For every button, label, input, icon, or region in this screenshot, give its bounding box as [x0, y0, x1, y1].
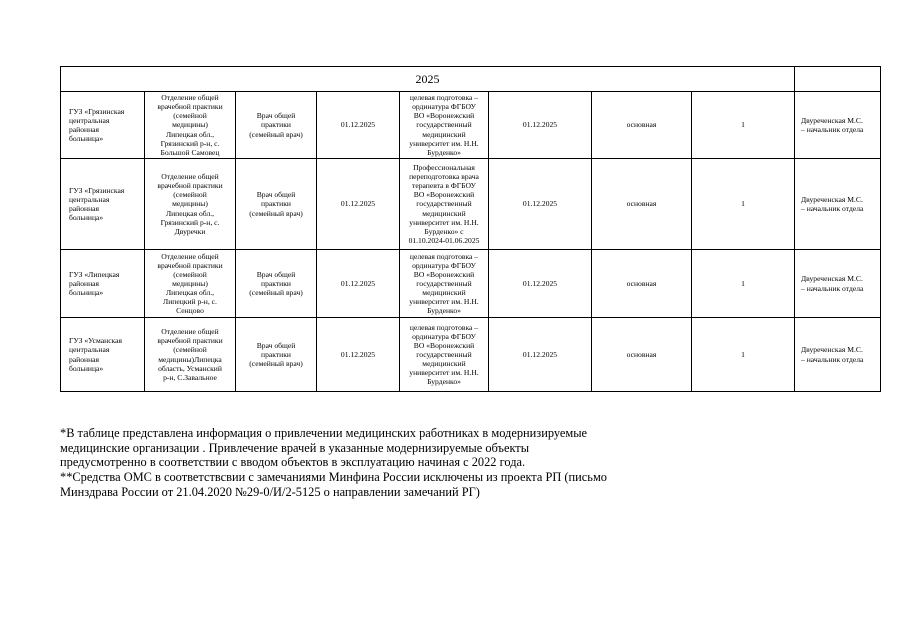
training-cell-line: Профессиональная [413, 163, 475, 173]
responsible-cell-line: Двуреченская М.С. [801, 115, 863, 125]
position-cell-line: Врач общей [256, 269, 296, 279]
table-row [61, 92, 881, 159]
department-cell-line: Отделение общей [161, 93, 219, 103]
department-cell-line: (семейной [173, 111, 207, 121]
organization-cell-line: ГУЗ «Грязинская [69, 106, 125, 116]
organization-cell [61, 250, 145, 318]
organization-cell-line: центральная [69, 115, 110, 125]
training-cell-line: целевая подготовка – [409, 93, 479, 103]
footnote-2-line: **Средства ОМС в соответствсвии с замечаниями Минфина России исключены из проекта РП (письмо [60, 470, 607, 484]
position-cell-line: (семейный врач) [249, 359, 303, 369]
department-cell-line: Липецкая обл., [165, 288, 215, 298]
responsible-cell-line: Двуреченская М.С. [801, 345, 863, 355]
responsible-cell-line: – начальник отдела [801, 125, 864, 134]
position-cell-line: (семейный врач) [249, 129, 303, 139]
training-cell-line: целевая подготовка – [409, 322, 479, 332]
organization-cell-line: больница» [69, 134, 104, 144]
department-cell-line: Отделение общей [161, 172, 219, 182]
position-cell-line: Врач общей [256, 111, 296, 121]
position-cell [236, 92, 317, 159]
table-row [61, 159, 881, 250]
training-cell [400, 250, 489, 318]
department-cell-line: Липецкий р-н, с. [163, 297, 217, 307]
training-cell-line: Бурденко» [427, 306, 461, 316]
training-cell-line: Бурденко» с [424, 226, 464, 236]
department-cell-line: врачебной практики [157, 102, 223, 112]
department-cell [145, 250, 236, 318]
hire-date-cell: 01.12.2025 [489, 250, 592, 318]
training-cell-line: ВО «Воронежский [413, 269, 475, 279]
table-row [61, 318, 881, 392]
position-cell-line: практики [261, 199, 291, 209]
position-cell-line: практики [261, 349, 291, 359]
organization-cell-line: ГУЗ «Грязинская [69, 185, 125, 195]
training-cell-line: государственный [416, 199, 472, 209]
organization-cell [61, 318, 145, 392]
footnote-1 [60, 426, 587, 470]
department-cell-line: Двуречки [174, 226, 206, 236]
department-cell-line: Отделение общей [161, 251, 219, 261]
training-cell-line: университет им. Н.Н. [409, 138, 479, 148]
responsible-cell-line: – начальник отдела [801, 204, 864, 213]
organization-cell-line: районная [69, 278, 100, 288]
responsible-cell-line: – начальник отдела [801, 283, 864, 293]
year-cell: 2025 [61, 67, 795, 92]
footnote-2 [60, 470, 607, 499]
training-cell-line: переподготовка врача [409, 172, 479, 182]
training-cell-line: 01.10.2024-01.06.2025 [408, 235, 480, 245]
organization-cell-line: районная [69, 125, 100, 134]
training-cell-line: ВО «Воронежский [413, 111, 475, 121]
organization-cell-line: районная [69, 204, 100, 213]
training-cell-line: ВО «Воронежский [413, 190, 475, 200]
organization-cell [61, 92, 145, 159]
count-cell: 1 [692, 250, 795, 318]
position-cell-line: практики [261, 120, 291, 130]
department-cell-line: (семейной [173, 269, 207, 279]
table-body [61, 67, 881, 392]
responsible-cell [795, 318, 881, 392]
hire-date-cell: 01.12.2025 [489, 159, 592, 250]
training-cell-line: ординатура ФГБОУ [412, 260, 476, 270]
empty-cell [795, 67, 881, 92]
department-cell-line: Грязинский р-н, с. [160, 138, 220, 148]
training-cell-line: медицинский [422, 359, 466, 369]
hire-date-cell: 01.12.2025 [489, 92, 592, 159]
footnote-1-line: медицинские организации . Привлечение врачей в указанные модернизируемые объекты [60, 440, 530, 455]
department-cell-line: (семейной [173, 345, 207, 355]
department-cell-line: врачебной практики [157, 260, 223, 270]
training-cell-line: терапевта в ФГБОУ [412, 181, 476, 191]
department-cell-line: (семейной [173, 190, 207, 200]
organization-cell-line: больница» [69, 363, 104, 373]
organization-cell-line: ГУЗ «Липецкая [69, 269, 120, 279]
training-cell-line: ординатура ФГБОУ [412, 331, 476, 341]
department-cell-line: Грязинский р-н, с. [160, 217, 220, 227]
training-cell-line: государственный [416, 278, 472, 288]
department-cell-line: медицины) [172, 278, 208, 288]
training-cell-line: государственный [416, 120, 472, 130]
employment-type-cell: основная [592, 318, 692, 392]
training-cell [400, 318, 489, 392]
department-cell-line: медицины) [172, 120, 208, 130]
department-cell-line: Липецкая обл., [165, 208, 215, 218]
organization-cell-line: районная [69, 354, 100, 364]
training-cell-line: ВО «Воронежский [413, 340, 475, 350]
training-cell-line: медицинский [422, 288, 466, 298]
training-cell-line: медицинский [422, 208, 466, 218]
position-cell [236, 318, 317, 392]
department-cell-line: Большой Самовец [160, 147, 220, 157]
table-row [61, 250, 881, 318]
start-date-cell: 01.12.2025 [317, 159, 400, 250]
organization-cell-line: ГУЗ «Усманская [69, 336, 122, 346]
position-cell-line: (семейный врач) [249, 288, 303, 298]
start-date-cell: 01.12.2025 [317, 250, 400, 318]
responsible-cell-line: Двуреченская М.С. [801, 274, 863, 284]
department-cell [145, 92, 236, 159]
count-cell: 1 [692, 318, 795, 392]
training-cell-line: Бурденко» [427, 147, 461, 157]
training-cell [400, 92, 489, 159]
count-cell: 1 [692, 92, 795, 159]
training-cell-line: университет им. Н.Н. [409, 217, 479, 227]
footnote-1-line: предусмотренно в соответствии с вводом объектов в эксплуатацию начиная с 2022 года. [60, 455, 526, 470]
training-cell-line: ординатура ФГБОУ [412, 102, 476, 112]
responsible-cell-line: – начальник отдела [801, 354, 864, 364]
organization-cell-line: больница» [69, 213, 104, 223]
department-cell-line: область, Усманский [158, 363, 222, 373]
department-cell-line: врачебной практики [157, 181, 223, 191]
training-cell-line: целевая подготовка – [409, 251, 479, 261]
position-cell-line: Врач общей [256, 340, 296, 350]
organization-cell-line: центральная [69, 194, 110, 204]
training-cell-line: государственный [416, 349, 472, 359]
department-cell-line: врачебной практики [157, 336, 223, 346]
department-cell-line: Липецкая обл., [165, 129, 215, 139]
position-cell-line: Врач общей [256, 190, 296, 200]
employment-type-cell: основная [592, 159, 692, 250]
training-cell-line: медицинский [422, 129, 466, 139]
position-cell [236, 159, 317, 250]
organization-cell-line: центральная [69, 345, 110, 355]
department-cell-line: р-н, С.Завальное [163, 372, 217, 382]
department-cell-line: Сенцово [176, 306, 204, 316]
training-cell [400, 159, 489, 250]
department-cell-line: медицины)Липецка [158, 354, 222, 364]
department-cell-line: Отделение общей [161, 327, 219, 337]
department-cell-line: медицины) [172, 199, 208, 209]
responsible-cell-line: Двуреченская М.С. [801, 194, 863, 204]
responsible-cell [795, 250, 881, 318]
training-cell-line: университет им. Н.Н. [409, 297, 479, 307]
count-cell: 1 [692, 159, 795, 250]
position-cell-line: (семейный врач) [249, 208, 303, 218]
footnote-1-line: *В таблице представлена информация о привлечении медицинских работниках в модернизируемые [60, 426, 588, 440]
training-cell-line: университет им. Н.Н. [409, 368, 479, 378]
responsible-cell [795, 92, 881, 159]
position-cell [236, 250, 317, 318]
position-cell-line: практики [261, 278, 291, 288]
employment-type-cell: основная [592, 250, 692, 318]
start-date-cell: 01.12.2025 [317, 318, 400, 392]
department-cell [145, 318, 236, 392]
organization-cell [61, 159, 145, 250]
department-cell [145, 159, 236, 250]
responsible-cell [795, 159, 881, 250]
footnote-2-line: Минздрава России от 21.04.2020 №29-0/И/2-5125 о направлении замечаний РГ) [60, 484, 480, 499]
organization-cell-line: больница» [69, 288, 104, 298]
employment-type-cell: основная [592, 92, 692, 159]
staffing-table [60, 66, 881, 392]
year-row [61, 67, 881, 92]
start-date-cell: 01.12.2025 [317, 92, 400, 159]
hire-date-cell: 01.12.2025 [489, 318, 592, 392]
training-cell-line: Бурденко» [427, 377, 461, 387]
